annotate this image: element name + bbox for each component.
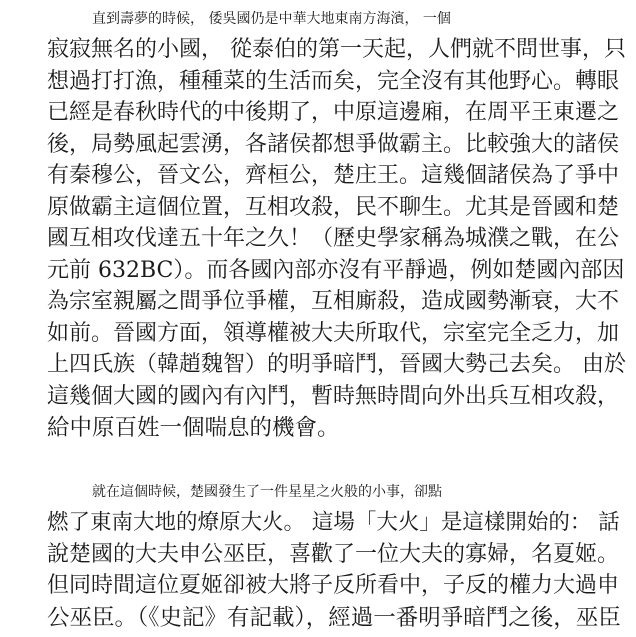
text-line: 已經是春秋時代的中後期了，中原這邊廂，在周平王東遷之 — [47, 100, 620, 125]
text-line: 就在這個時候，楚國發生了一件星星之火般的小事，卻點 — [92, 484, 442, 500]
text-line: 說楚國的大夫申公巫臣，喜歡了一位大夫的寡婦，名夏姬。 — [47, 542, 620, 567]
text-line: 但同時間這位夏姬卻被大將子反所看中，子反的權力大過申 — [47, 573, 620, 598]
text-line: 有秦穆公，晉文公，齊桓公，楚庄王。這幾個諸侯為了爭中 — [47, 163, 620, 188]
text-line: 想過打打漁，種種菜的生活而矣，完全沒有其他野心。轉眼 — [47, 69, 620, 94]
text-line: 上四氏族（韓趙魏智）的明爭暗鬥，晉國大勢己去矣。 由於 — [47, 352, 626, 377]
text-line: 寂寂無名的小國， 從泰伯的第一天起，人們就不問世事，只 — [47, 37, 626, 62]
text-line: 國互相攻伐達五十年之久！（歷史學家稱為城濮之戰，在公 — [47, 226, 620, 251]
text-line: 為宗室親屬之間爭位爭權，互相廝殺，造成國勢漸衰，大不 — [47, 289, 620, 314]
text-line: 公巫臣。（《史記》有記載），經過一番明爭暗鬥之後，巫臣 — [47, 605, 621, 631]
text-line: 給中原百姓一個喘息的機會。 — [47, 415, 340, 441]
text-line: 直到壽夢的時候， 倭吳國仍是中華大地東南方海濱， 一個 — [92, 11, 451, 27]
text-line: 原做霸主這個位置，互相攻殺，民不聊生。尤其是晉國和楚 — [47, 195, 620, 220]
text-line: 燃了東南大地的燎原大火。 這場「大火」是這樣開始的： 話 — [47, 510, 620, 535]
text-line: 這幾個大國的國內有內鬥，暫時無時間向外出兵互相攻殺， — [47, 384, 620, 409]
text-line: 如前。晉國方面，領導權被大夫所取代，宗室完全乏力，加 — [47, 321, 620, 346]
text-line: 後，局勢風起雲湧，各諸侯都想爭做霸主。比較強大的諸侯 — [47, 132, 620, 157]
text-line: 元前 632BC）。而各國內部亦沒有平靜過，例如楚國內部因 — [47, 258, 625, 283]
